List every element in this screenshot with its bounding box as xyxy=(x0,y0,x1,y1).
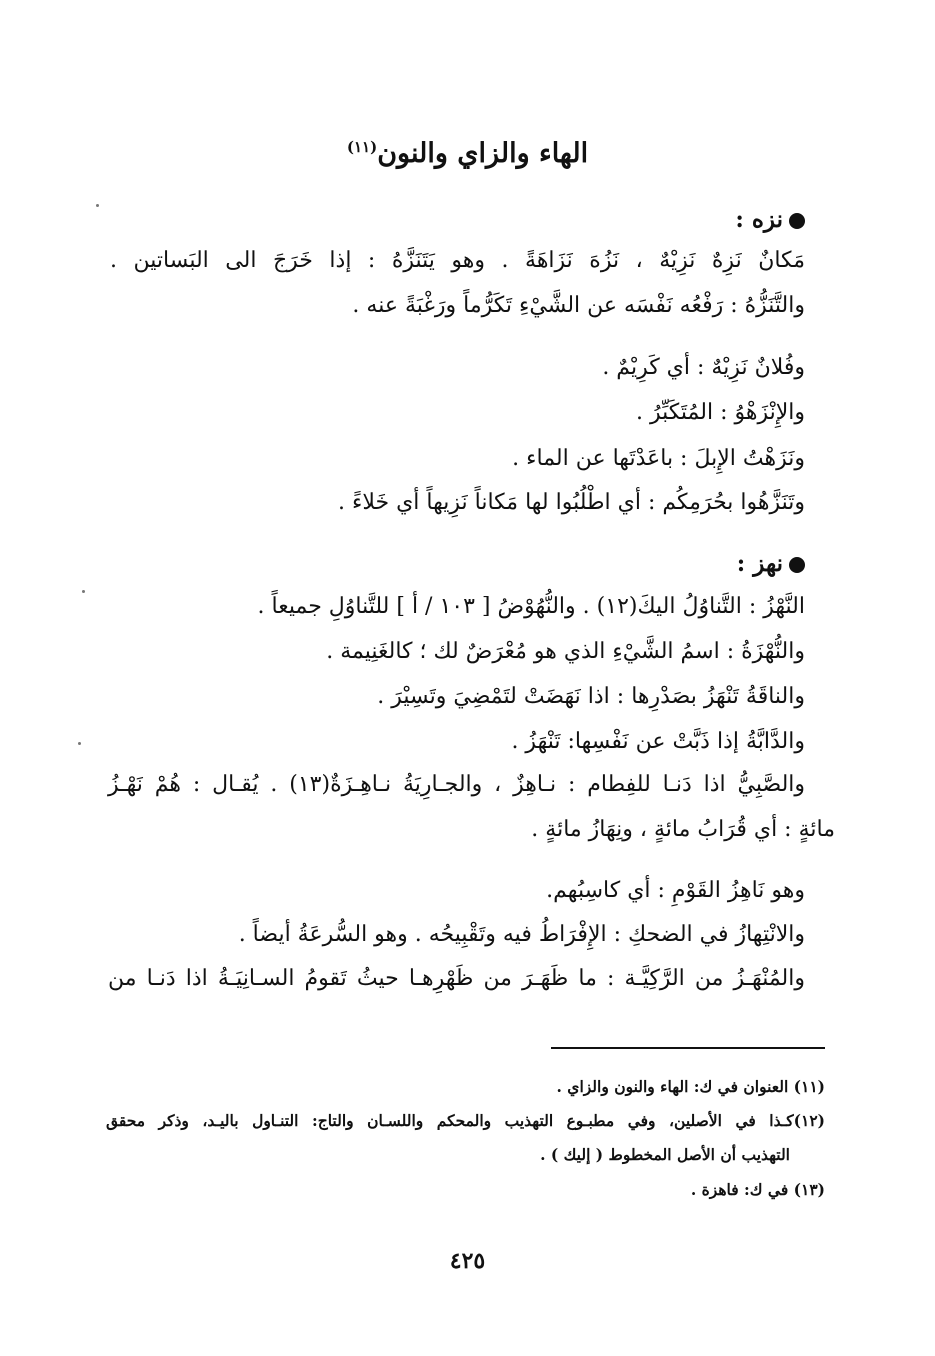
entry-heading-text: نهز : xyxy=(736,550,783,577)
scan-speck xyxy=(82,590,85,593)
text-line: النَّهْزُ : التَّناوُلُ اليكَ(١٢) . والنُّهُوْضُ [ ١٠٣ / أ ] للتَّناوُلِ جميعاً . xyxy=(257,594,805,619)
title-footnote-ref: (١١) xyxy=(346,138,378,156)
text-line: وتَنَزَّهُوا بحُرَمِكُم : أي اطْلُبُوا لها مَكاناً نَزِيهاً أي خَلاءً . xyxy=(338,490,805,515)
footnote-divider xyxy=(551,1047,825,1049)
text-line: والإِنْزَهْوُ : المُتَكَبِّرُ . xyxy=(636,400,805,425)
footnote: (١٣) في ك: فاهزة . xyxy=(690,1180,825,1199)
text-line: والمُنْهَـزُ من الرَّكِيَّـة : ما ظَهَـرَ من ظَهْرِهـا حيثُ تَقومُ السـانِيَـةُ اذا دَنـا من xyxy=(108,966,805,991)
footnote-continuation: التهذيب أن الأصل المخطوط ( إليك ) . xyxy=(540,1145,790,1164)
entry-heading-text: نزه : xyxy=(735,206,783,233)
footnote: (١١) العنوان في ك: الهاء والنون والزاي . xyxy=(556,1077,825,1096)
text-line: وفُلانٌ نَزِيْهٌ : أي كَرِيْمٌ . xyxy=(602,355,805,380)
page-title xyxy=(0,138,935,169)
text-line: ونَزَهْتُ الإِبلَ : باعَدْتَها عن الماء . xyxy=(512,446,805,471)
text-line: مائةٍ : أي قُرَابُ مائةٍ ، ونِهَازُ مائةٍ . xyxy=(531,817,835,842)
text-line: والتَّنَزُّهُ : رَفْعُه نَفْسَه عن الشَّيْءِ تَكَرُّماً ورَغْبَةً عنه . xyxy=(352,293,805,318)
text-line: مَكانٌ نَزِهٌ نَزِيْهٌ ، نَزُهَ نَزَاهَةً . وهو يَتَنَزَّهُ : إذا خَرَجَ الى البَساتين . xyxy=(110,248,805,273)
text-line: والناقَةُ تَنْهَزُ بصَدْرِها : اذا نَهَضَتْ لتَمْضِيَ وتَسِيْرَ . xyxy=(377,684,805,709)
scan-speck xyxy=(78,742,81,745)
entry-heading-nhz xyxy=(737,550,805,577)
footnote: (١٢)كـذا في الأصلين، وفي مطبـوع التهذيب والمحكم واللسـان والتاج: التنـاول باليـد، وذكر محقق xyxy=(106,1111,825,1130)
text-line: والدَّابَّةُ إذا ذَبَّتْ عن نَفْسِها: تَنْهَزُ . xyxy=(511,729,805,754)
text-line: والانْتِهازُ في الضحكِ : الإِفْرَاطُ فيه وتَقْبِيحُه . وهو السُّرعَةُ أيضاً . xyxy=(238,922,805,947)
text-line: والنُّهْزَةُ : اسمُ الشَّيْءِ الذي هو مُعْرَضٌ لك ؛ كالغَنِيمة . xyxy=(326,639,805,664)
entry-heading-nzh xyxy=(735,206,805,233)
page-number: ٤٢٥ xyxy=(449,1248,486,1274)
scan-speck xyxy=(96,204,99,207)
bullet-icon xyxy=(789,557,805,573)
text-line: وهو نَاهِزُ القَوْمِ : أي كاسِبُهم. xyxy=(546,878,805,903)
title-text: الهاء والزاي والنون xyxy=(377,138,589,169)
text-line: والصَّبِيُّ اذا دَنـا للفِطام : نـاهِزٌ ، والجـارِيَةُ نـاهِـزَةٌ(١٣) . يُقـال : هُمْ نَهْـزُ xyxy=(108,772,806,797)
bullet-icon xyxy=(789,213,805,229)
